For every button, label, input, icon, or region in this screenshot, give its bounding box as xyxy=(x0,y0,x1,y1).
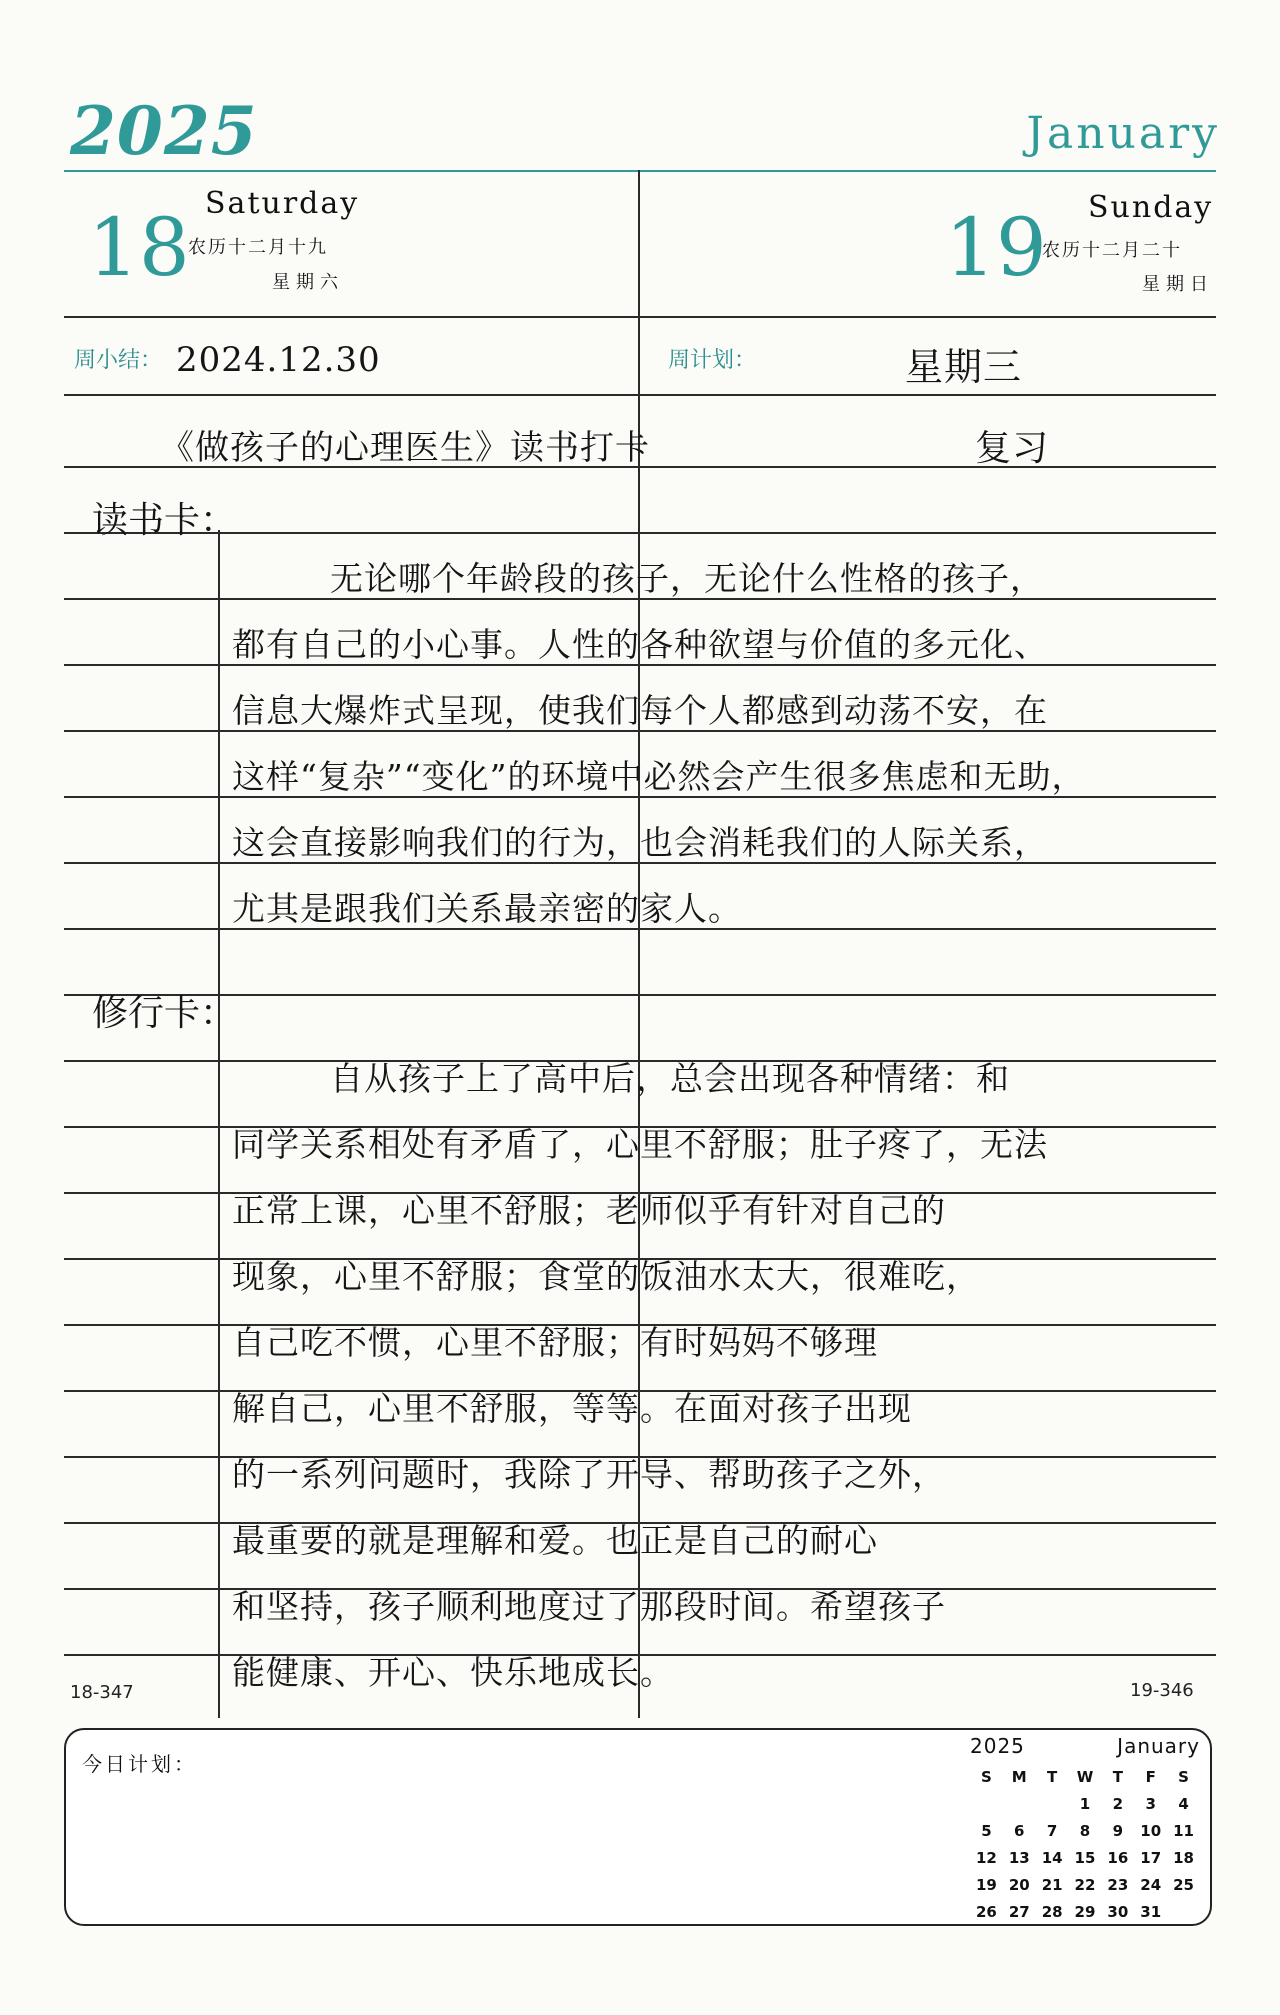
mini-calendar-day: 26 xyxy=(975,1903,997,1921)
practice-line: 正常上课，心里不舒服；老师似乎有针对自己的 xyxy=(232,1191,946,1230)
practice-line: 同学关系相处有矛盾了，心里不舒服；肚子疼了，无法 xyxy=(232,1125,1048,1164)
mini-calendar-day: 11 xyxy=(1173,1822,1194,1840)
year-heading: 2025 xyxy=(70,92,258,170)
week-plan-label: 周计划： xyxy=(668,348,757,373)
ruled-line xyxy=(64,316,1216,318)
mini-calendar-day: 20 xyxy=(1008,1876,1030,1894)
header-divider xyxy=(64,170,1216,172)
mini-calendar-day: 12 xyxy=(975,1849,997,1867)
practice-label: 修行卡： xyxy=(92,993,237,1034)
mini-calendar-day: 9 xyxy=(1112,1822,1124,1840)
left-lunar-date: 农历十二月十九 xyxy=(188,237,328,258)
left-weekday-cn: 星期六 xyxy=(272,272,344,293)
mini-calendar-weekday: S xyxy=(1178,1768,1189,1786)
mini-calendar-grid xyxy=(970,1764,1200,1926)
mini-calendar-day: 1 xyxy=(1079,1795,1091,1813)
book-title: 《做孩子的心理医生》读书打卡 xyxy=(160,428,650,468)
mini-calendar-day: 18 xyxy=(1173,1849,1194,1867)
practice-line: 解自己，心里不舒服，等等。在面对孩子出现 xyxy=(232,1389,912,1428)
mini-calendar-day: 27 xyxy=(1008,1903,1030,1921)
mini-calendar-weekday: T xyxy=(1112,1768,1123,1786)
ruled-line xyxy=(64,394,1216,396)
mini-calendar-day: 6 xyxy=(1014,1822,1025,1840)
left-day-number: 18 xyxy=(88,201,190,294)
daily-plan-label: 今日计划： xyxy=(82,1752,197,1776)
reading-label: 读书卡： xyxy=(92,500,237,541)
mini-calendar-day: 3 xyxy=(1145,1795,1156,1813)
mini-calendar-day: 4 xyxy=(1178,1795,1189,1813)
reading-line: 这样“复杂”“变化”的环境中必然会产生很多焦虑和无助， xyxy=(232,757,1086,796)
mini-calendar-day: 7 xyxy=(1046,1822,1058,1840)
mini-calendar-day: 24 xyxy=(1140,1876,1162,1894)
practice-line: 自己吃不惯，心里不舒服；有时妈妈不够理 xyxy=(232,1323,878,1362)
month-heading: January xyxy=(1026,108,1220,159)
margin-line xyxy=(218,530,220,1718)
mini-calendar-weekday: W xyxy=(1076,1768,1094,1786)
week-plan-value-1: 星期三 xyxy=(905,345,1023,389)
mini-calendar xyxy=(970,1734,1200,1926)
mini-calendar-year: 2025 xyxy=(970,1734,1025,1758)
mini-calendar-day: 13 xyxy=(1008,1849,1030,1867)
mini-calendar-day: 25 xyxy=(1173,1876,1194,1894)
mini-calendar-day xyxy=(1036,1791,1069,1818)
mini-calendar-day: 21 xyxy=(1041,1876,1063,1894)
week-summary-label: 周小结： xyxy=(74,348,163,373)
reading-line: 这会直接影响我们的行为，也会消耗我们的人际关系， xyxy=(232,823,1048,862)
left-day-name: Saturday xyxy=(205,186,360,221)
mini-calendar-weekday: T xyxy=(1047,1768,1058,1786)
reading-line: 尤其是跟我们关系最亲密的家人。 xyxy=(232,889,742,928)
ruled-line xyxy=(64,532,1216,534)
mini-calendar-day: 28 xyxy=(1041,1903,1063,1921)
mini-calendar-day: 19 xyxy=(975,1876,997,1894)
mini-calendar-day: 31 xyxy=(1140,1903,1162,1921)
practice-line: 现象，心里不舒服；食堂的饭油水太大，很难吃， xyxy=(232,1257,980,1296)
mini-calendar-weekday: F xyxy=(1145,1768,1156,1786)
mini-calendar-day xyxy=(970,1791,1003,1818)
mini-calendar-day: 2 xyxy=(1112,1795,1124,1813)
week-summary-value: 2024.12.30 xyxy=(176,340,381,380)
mini-calendar-day: 5 xyxy=(981,1822,992,1840)
mini-calendar-day: 22 xyxy=(1074,1876,1096,1894)
mini-calendar-weekday: S xyxy=(981,1768,992,1786)
mini-calendar-day xyxy=(1003,1791,1036,1818)
reading-line: 信息大爆炸式呈现，使我们每个人都感到动荡不安，在 xyxy=(232,691,1048,730)
mini-calendar-day: 16 xyxy=(1107,1849,1129,1867)
reading-line: 无论哪个年龄段的孩子，无论什么性格的孩子， xyxy=(330,559,1044,598)
mini-calendar-month: January xyxy=(1117,1734,1200,1758)
right-weekday-cn: 星期日 xyxy=(1142,274,1214,295)
mini-calendar-day: 17 xyxy=(1140,1849,1162,1867)
practice-line: 自从孩子上了高中后，总会出现各种情绪：和 xyxy=(330,1059,1010,1098)
left-page-number: 18-347 xyxy=(70,1682,134,1703)
mini-calendar-day: 15 xyxy=(1074,1849,1096,1867)
mini-calendar-day xyxy=(1167,1899,1200,1926)
right-day-number: 19 xyxy=(945,201,1047,294)
mini-calendar-day: 23 xyxy=(1107,1876,1129,1894)
ruled-line xyxy=(64,994,1216,996)
mini-calendar-day: 8 xyxy=(1079,1822,1091,1840)
mini-calendar-weekday: M xyxy=(1011,1768,1027,1786)
week-plan-value-2: 复习 xyxy=(975,428,1050,469)
practice-line: 最重要的就是理解和爱。也正是自己的耐心 xyxy=(232,1521,878,1560)
mini-calendar-day: 29 xyxy=(1074,1903,1096,1921)
mini-calendar-day: 14 xyxy=(1041,1849,1063,1867)
practice-line: 的一系列问题时，我除了开导、帮助孩子之外， xyxy=(232,1455,946,1494)
right-lunar-date: 农历十二月二十 xyxy=(1042,240,1182,261)
right-day-name: Sunday xyxy=(1088,190,1214,225)
reading-line: 都有自己的小心事。人性的各种欲望与价值的多元化、 xyxy=(232,625,1048,664)
right-page-number: 19-346 xyxy=(1130,1680,1194,1701)
mini-calendar-day: 30 xyxy=(1107,1903,1129,1921)
practice-line: 能健康、开心、快乐地成长。 xyxy=(232,1653,674,1692)
practice-line: 和坚持，孩子顺利地度过了那段时间。希望孩子 xyxy=(232,1587,946,1626)
mini-calendar-day: 10 xyxy=(1140,1822,1162,1840)
